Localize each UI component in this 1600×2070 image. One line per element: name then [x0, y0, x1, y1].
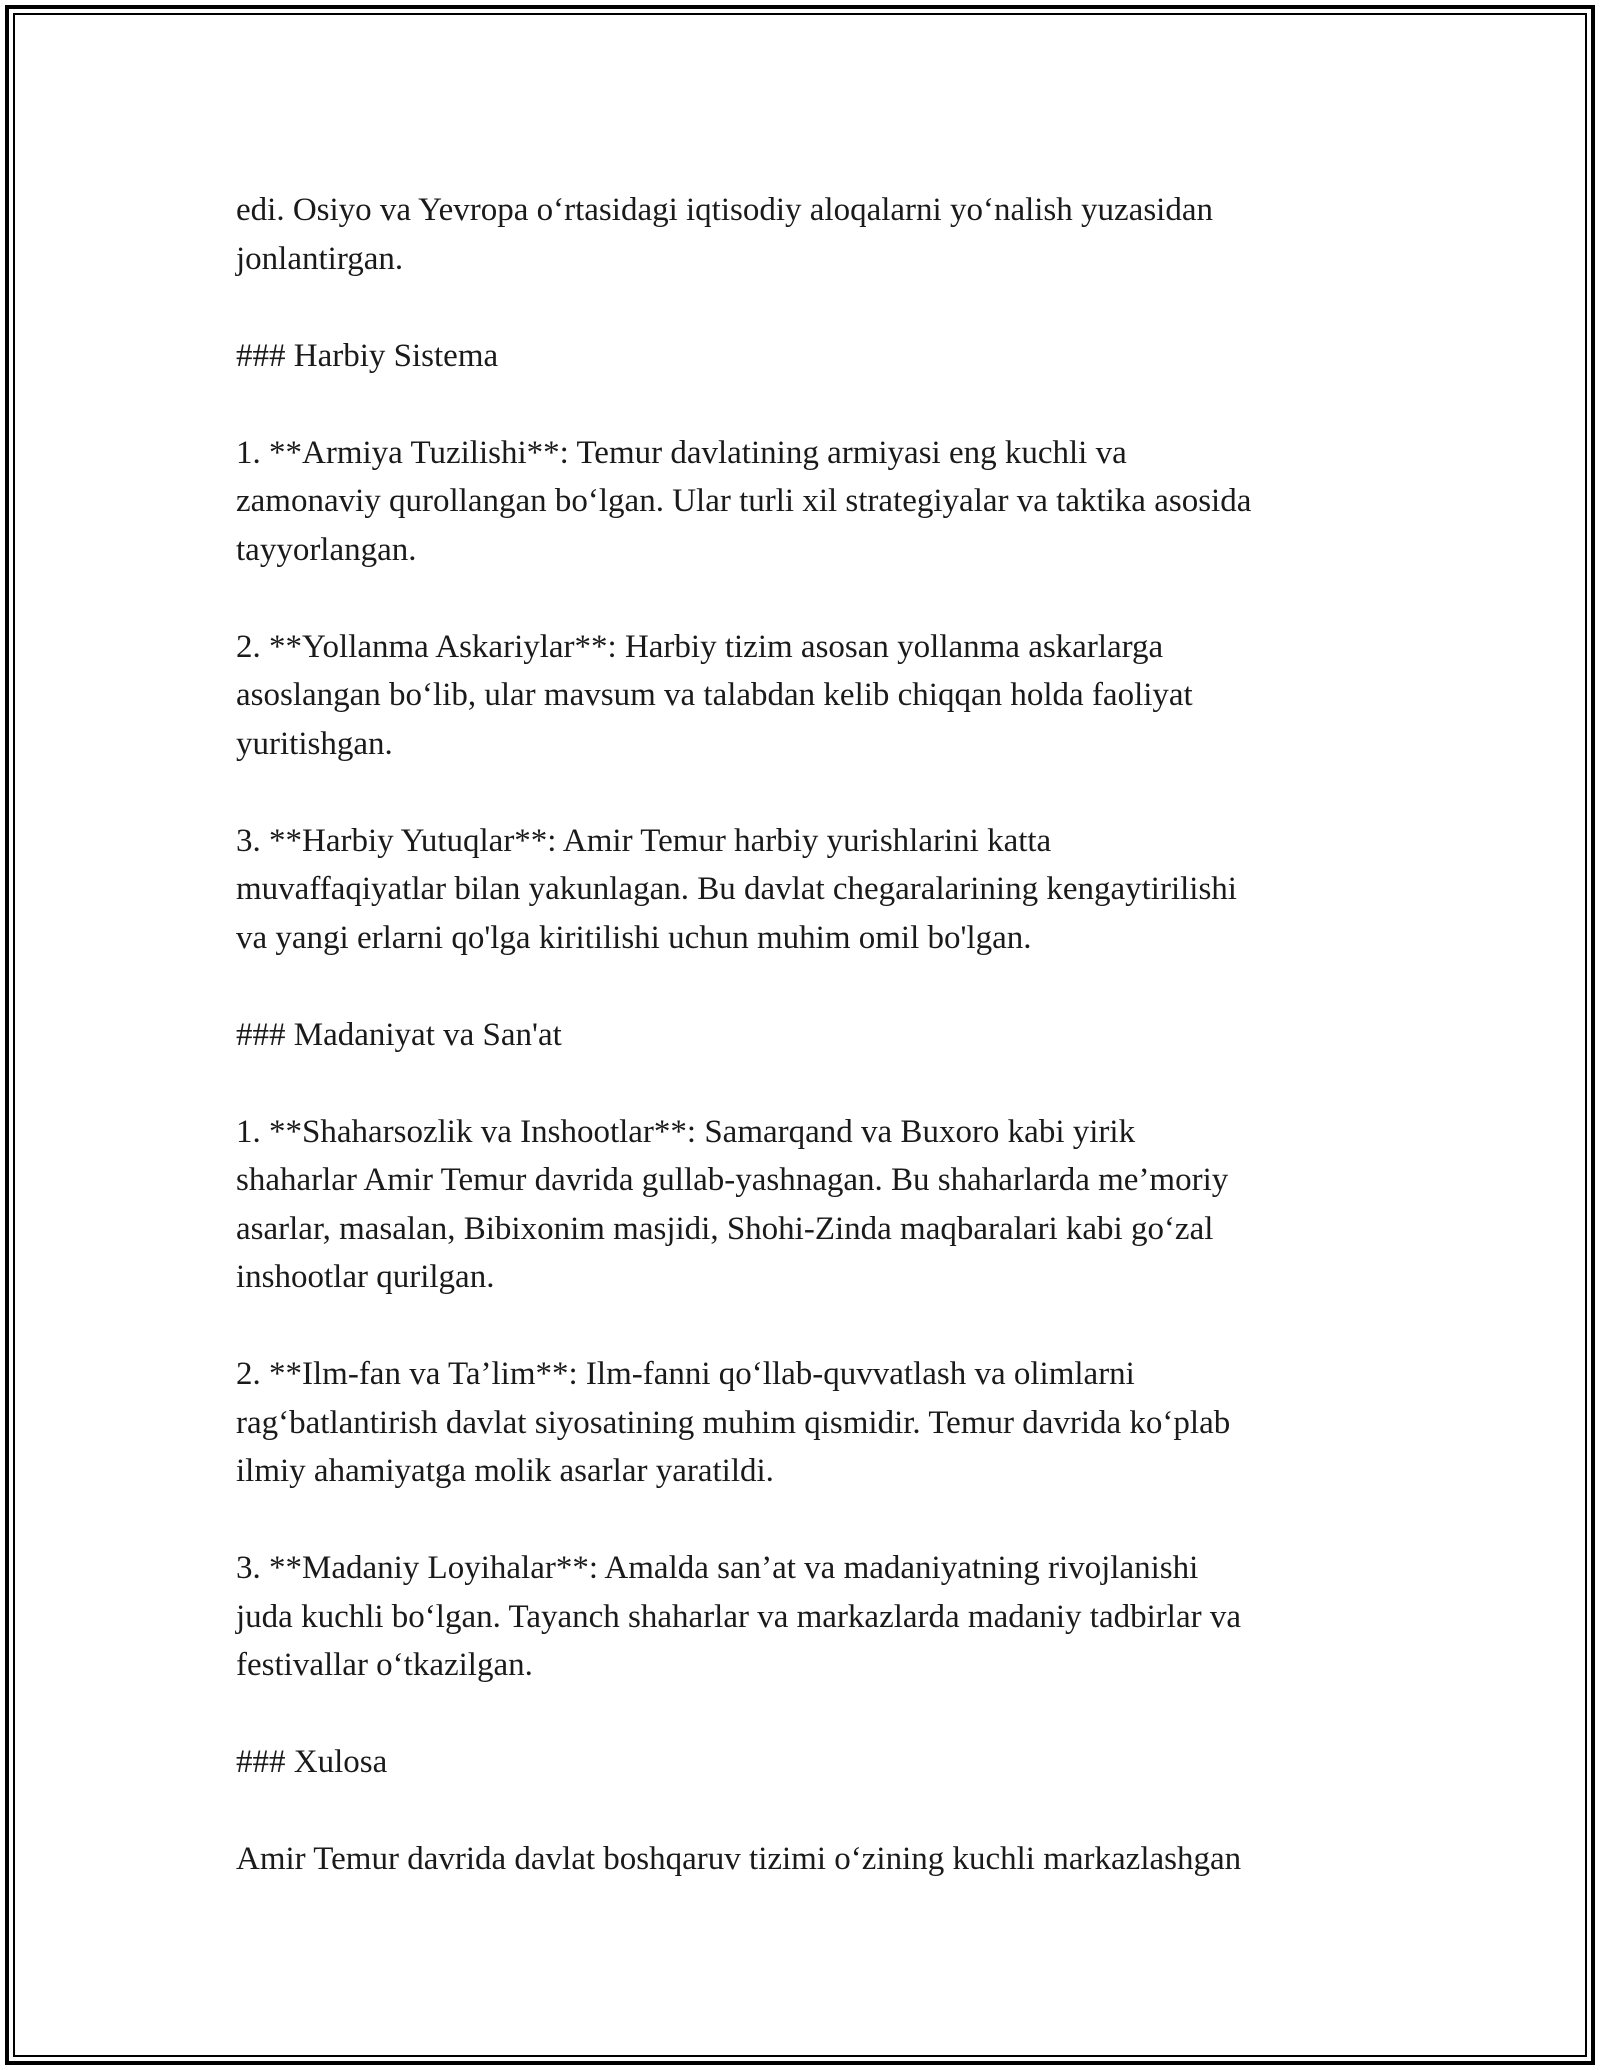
text-line: edi. Osiyo va Yevropa o‘rtasidagi iqtisodiy aloqalarni yo‘nalish yuzasidan — [236, 192, 1213, 228]
text-line: inshootlar qurilgan. — [236, 1259, 495, 1295]
section-heading-xulosa: ### Xulosa — [236, 1744, 388, 1780]
text-line: va yangi erlarni qo'lga kiritilishi uchun muhim omil bo'lgan. — [236, 919, 1032, 956]
text-line: tayyorlangan. — [236, 531, 417, 568]
text-line: 2. **Ilm-fan va Ta’lim**: Ilm-fanni qo‘llab-quvvatlash va olimlarni — [236, 1356, 1135, 1392]
section-heading-madaniyat: ### Madaniyat va San'at — [236, 1016, 562, 1053]
text-line: zamonaviy qurollangan bo‘lgan. Ular turli xil strategiyalar va taktika asosida — [236, 483, 1252, 519]
text-line: shaharlar Amir Temur davrida gullab-yashnagan. Bu shaharlarda me’moriy — [236, 1162, 1229, 1198]
paragraph-conclusion — [236, 1835, 1376, 1884]
text-line: ilmiy ahamiyatga molik asarlar yaratildi. — [236, 1453, 774, 1489]
text-line: muvaffaqiyatlar bilan yakunlagan. Bu davlat chegaralarining kengaytirilishi — [236, 871, 1237, 907]
text-line: asarlar, masalan, Bibixonim masjidi, Shohi-Zinda maqbaralari kabi go‘zal — [236, 1210, 1214, 1247]
text-line: festivallar o‘tkazilgan. — [236, 1647, 533, 1683]
text-line: 1. **Shaharsozlik va Inshootlar**: Samarqand va Buxoro kabi yirik — [236, 1113, 1136, 1150]
text-line: rag‘batlantirish davlat siyosatining muhim qismidir. Temur davrida ko‘plab — [236, 1404, 1231, 1441]
paragraph-trade-intro — [236, 186, 1376, 283]
text-line: Amir Temur davrida davlat boshqaruv tizimi o‘zining kuchli markazlashgan — [236, 1841, 1242, 1877]
text-line: jonlantirgan. — [236, 240, 404, 277]
list-item-harbiy-yutuqlar — [236, 817, 1376, 963]
text-line: yuritishgan. — [236, 725, 393, 762]
list-item-yollanma-askariylar — [236, 623, 1376, 769]
document-body — [236, 186, 1376, 1932]
text-line: 2. **Yollanma Askariylar**: Harbiy tizim asosan yollanma askarlarga — [236, 628, 1164, 665]
text-line: juda kuchli bo‘lgan. Tayanch shaharlar va markazlarda madaniy tadbirlar va — [236, 1598, 1241, 1635]
text-line: 3. **Madaniy Loyihalar**: Amalda san’at va madaniyatning rivojlanishi — [236, 1550, 1199, 1586]
list-item-madaniy-loyihalar — [236, 1544, 1376, 1690]
text-line: 3. **Harbiy Yutuqlar**: Amir Temur harbiy yurishlarini katta — [236, 822, 1052, 859]
section-heading-harbiy-sistema: ### Harbiy Sistema — [236, 337, 499, 374]
text-line: asoslangan bo‘lib, ular mavsum va talabdan kelib chiqqan holda faoliyat — [236, 677, 1193, 713]
text-line: 1. **Armiya Tuzilishi**: Temur davlatining armiyasi eng kuchli va — [236, 434, 1127, 471]
list-item-armiya-tuzilishi — [236, 429, 1376, 575]
list-item-shaharsozlik — [236, 1108, 1376, 1302]
list-item-ilm-fan — [236, 1350, 1376, 1496]
